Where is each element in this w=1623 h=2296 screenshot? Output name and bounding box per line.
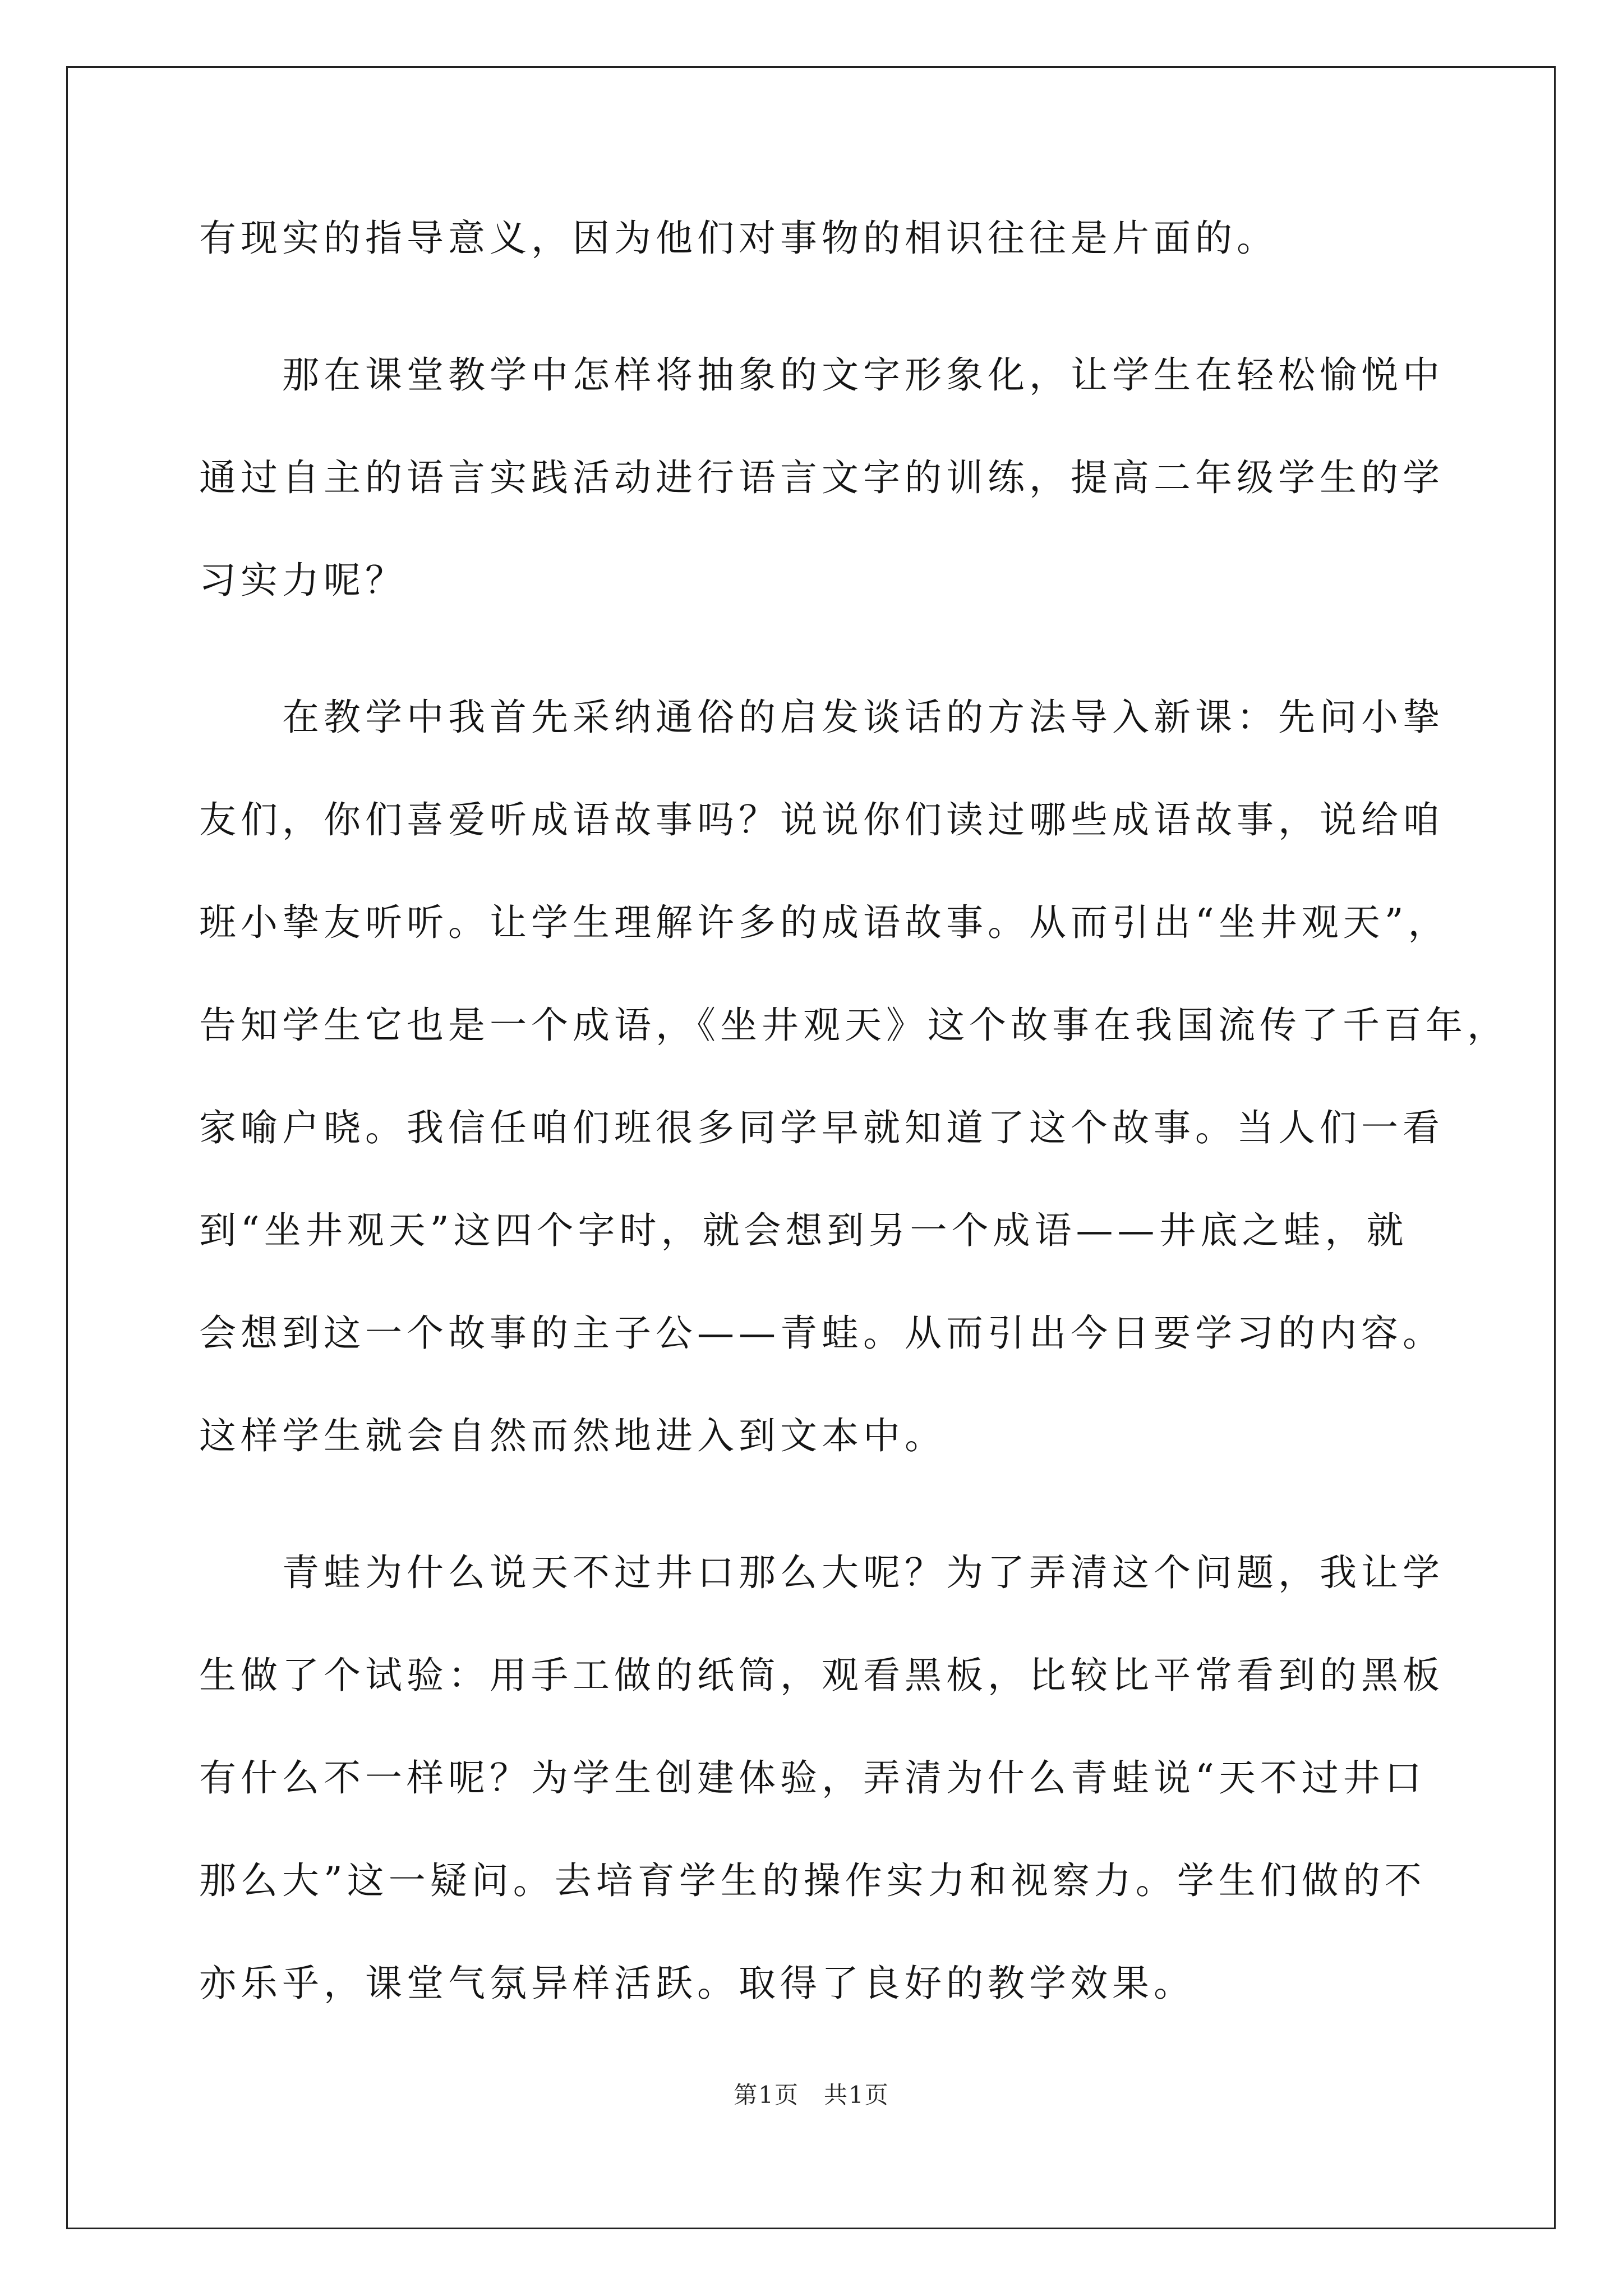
paragraph — [199, 684, 1509, 1505]
document-body — [199, 205, 1509, 2053]
paragraph — [199, 205, 1433, 307]
page-number — [0, 2078, 1623, 2112]
text-line: 家喻户晓。我信任咱们班很多同学早就知道了这个故事。当人们一看 — [199, 1106, 1444, 1149]
text-line: 班小挚友听听。让学生理解许多的成语故事。从而引出“坐井观天”， — [199, 901, 1450, 944]
text-line: 这样学生就会自然而然地进入到文本中。 — [199, 1414, 946, 1457]
text-line: 青蛙为什么说天不过井口那么大呢？为了弄清这个问题，我让学 — [282, 1551, 1444, 1594]
page-total: 共1页 — [824, 2081, 889, 2109]
text-line: 有什么不一样呢？为学生创建体验，弄清为什么青蛙说“天不过井口 — [199, 1756, 1426, 1800]
text-line: 会想到这一个故事的主子公——青蛙。从而引出今日要学习的内容。 — [199, 1312, 1444, 1355]
paragraph — [199, 342, 1444, 650]
text-line: 亦乐乎，课堂气氛异样活跃。取得了良好的教学效果。 — [199, 1962, 1195, 2005]
text-line: 到“坐井观天”这四个字时，就会想到另一个成语——井底之蛙，就 — [199, 1209, 1408, 1252]
text-line: 习实力呢？ — [199, 559, 407, 602]
text-line: 在教学中我首先采纳通俗的启发谈话的方法导入新课：先问小挚 — [282, 696, 1444, 739]
paragraph — [199, 1539, 1444, 2053]
text-line: 那么大”这一疑问。去培育学生的操作实力和视察力。学生们做的不 — [199, 1859, 1426, 1902]
text-line: 友们，你们喜爱听成语故事吗？说说你们读过哪些成语故事，说给咱 — [199, 798, 1444, 841]
text-line: 告知学生它也是一个成语，《坐井观天》这个故事在我国流传了千百年， — [199, 1004, 1509, 1047]
text-line: 生做了个试验：用手工做的纸筒，观看黑板，比较比平常看到的黑板 — [199, 1654, 1444, 1697]
text-line: 有现实的指导意义，因为他们对事物的相识往往是片面的。 — [199, 217, 1278, 260]
text-line: 那在课堂教学中怎样将抽象的文字形象化，让学生在轻松愉悦中 — [282, 353, 1444, 397]
page-current: 第1页 — [734, 2081, 799, 2109]
text-line: 通过自主的语言实践活动进行语言文字的训练，提高二年级学生的学 — [199, 456, 1444, 499]
